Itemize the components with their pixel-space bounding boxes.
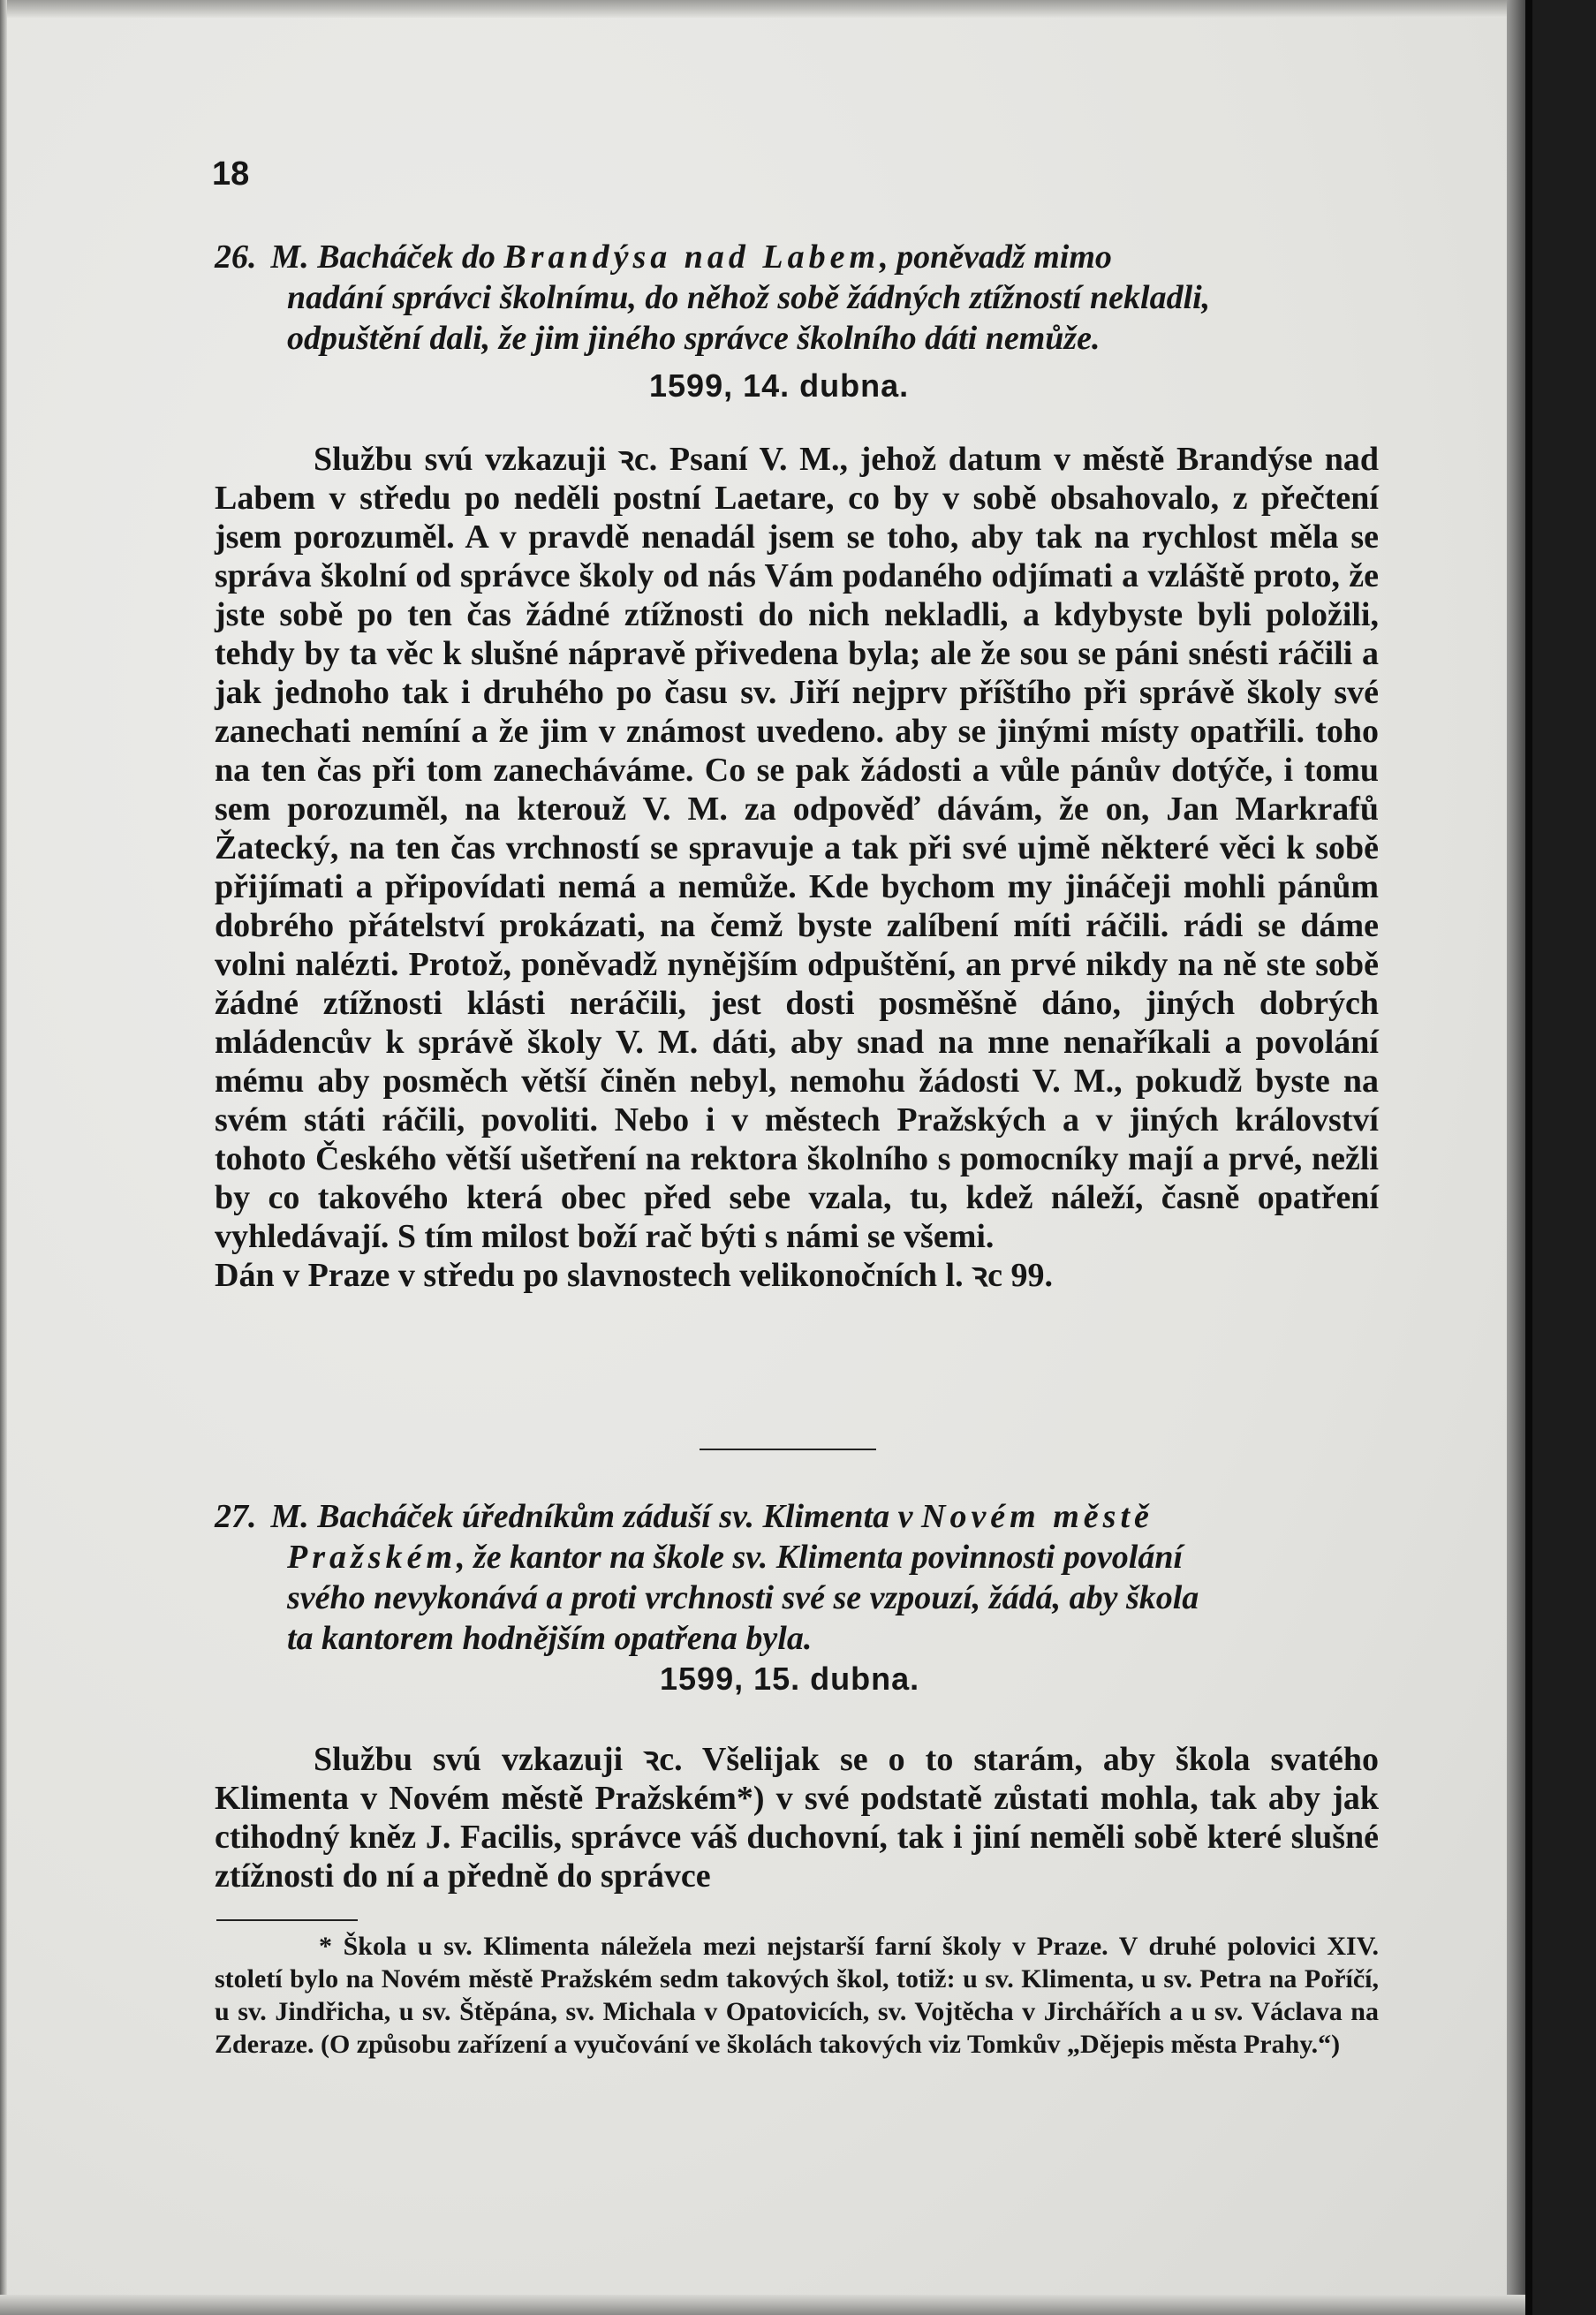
footnote-rule (216, 1919, 358, 1921)
entry-27-body (215, 1740, 1379, 1895)
entry-26-letter: Službu svú vzkazuji ꝛc. Psaní V. M., jehož datum v městě Brandýse nad Labem v středu po neděli postní Laetare, co by v sobě obsahovalo, z přečtení jsem porozuměl. A v pravdě nenadál jsem se toho, aby tak na rychlost měla se správa školní od správce školy od nás Vám podaného odjímati a vzláště proto, že jste sobě po ten čas žádné ztížnosti do nich nekladli, a kdybyste byli položili, tehdy by ta věc k slušné nápravě přivedena byla; ale že sou se páni snésti ráčili a jak jednoho tak i druhého po času sv. Jiří nejprv příštího při správě školy své zanechati nemíní a že jim v známost uvedeno. aby se jinými místy opatřili. toho na ten čas při tom zanecháváme. Co se pak žádosti a vůle pánův dotýče, i tomu sem porozuměl, na kterouž V. M. za odpověď dávám, že on, Jan Markrafů Žatecký, na ten čas vrchností se spravuje a tak při své ujmě některé věci k sobě přijímati a připovídati nemá a nemůže. Kde bychom my jináčeji mohli pánům dobrého přátelství prokázati, na čemž byste zalíbení míti ráčili. rádi se dáme volni nalézti. Protož, poněvadž nynějším odpuštění, an prvé nikdy na ně ste sobě žádné ztížnosti klásti neráčili, jest dosti posměšně dáno, jiných dobrých mládencův k správě školy V. M. dáti, aby snad na mne nenaříkali a povolání mému aby posměch větší činěn nebyl, nemohu žádosti V. M., pokudž byste na svém státi ráčili, povoliti. Nebo i v městech Pražských a v jiných království tohoto Českého větší ušetření na rektora školního s pomocníky mají a prvé, nežli by co takového která obec před sebe vzala, tu, kdež náleží, časně opatření vyhledávají. S tím milost boží rač býti s námi se všemi. (215, 441, 1379, 1255)
entry-26-dated: Dán v Praze v středu po slavnostech velikonočních l. ꝛc 99. (215, 1257, 1053, 1294)
entry-27-letter: Službu svú vzkazuji ꝛc. Všelijak se o to starám, aby škola svatého Klimenta v Novém městě Pražském*) v své podstatě zůstati mohla, tak aby jak ctihodný kněz J. Facilis, správce váš duchovní, tak i jiní neměli sobě které slušné ztížnosti do ní a předně do správce (215, 1741, 1379, 1895)
entry-26-date: 1599, 14. dubna. (649, 367, 910, 404)
entry-27-heading-line3: svého nevykonává a proti vrchnosti své se vzpouzí, žádá, aby škola (287, 1579, 1199, 1616)
entry-27-date: 1599, 15. dubna. (660, 1661, 920, 1697)
entry-separator (700, 1449, 876, 1450)
entry-27-heading-line4: ta kantorem hodnějším opatřena byla. (287, 1620, 813, 1657)
footnote (215, 1930, 1379, 2061)
entry-27-heading-part2: , že kantor na škole sv. Klimenta povinnosti povolání (457, 1539, 1184, 1576)
entry-26-heading-line3: odpuštění dali, že jim jiného správce školního dáti nemůže. (287, 320, 1101, 357)
entry-27-heading-place1: Novém městě (921, 1498, 1154, 1535)
page-number: 18 (212, 155, 250, 193)
scan-top-edge (0, 0, 1526, 18)
entry-26-heading-part2: , poněvadž mimo (880, 238, 1112, 276)
scan-bottom-edge (0, 2295, 1526, 2315)
entry-27-heading (215, 1496, 1380, 1659)
entry-26-heading (215, 237, 1380, 359)
entry-26-heading-place: Brandýsa nad Labem (503, 238, 881, 276)
entry-26-heading-line2: nadání správci školnímu, do něhož sobě žádných ztížností nekladli, (287, 279, 1211, 316)
scan-left-edge (0, 0, 7, 2315)
entry-27-number: 27. (215, 1498, 257, 1535)
footnote-text: * Škola u sv. Klimenta náležela mezi nejstarší farní školy v Praze. V druhé polovici XIV. století bylo na Novém městě Pražském sedm takových škol, totiž: u sv. Klimenta, u sv. Petra na Poříčí, u sv. Jindřicha, u sv. Štěpána, sv. Michala v Opatovicích, sv. Vojtěcha v Jirchářích a u sv. Václava na Zderaze. (O způsobu zařízení a vyučování ve školách takových viz Tomkův „Dějepis města Prahy.“) (215, 1932, 1379, 2059)
scan-border-line (1525, 0, 1532, 2315)
entry-26-number: 26. (215, 238, 257, 276)
entry-27-heading-part1: M. Bacháček úředníkům záduší sv. Klimenta v (270, 1498, 913, 1535)
entry-26-heading-part1: M. Bacháček do (270, 238, 495, 276)
scan-right-edge (1507, 0, 1526, 2315)
entry-27-heading-place2: Pražském (287, 1539, 457, 1576)
entry-26-body (215, 440, 1379, 1295)
